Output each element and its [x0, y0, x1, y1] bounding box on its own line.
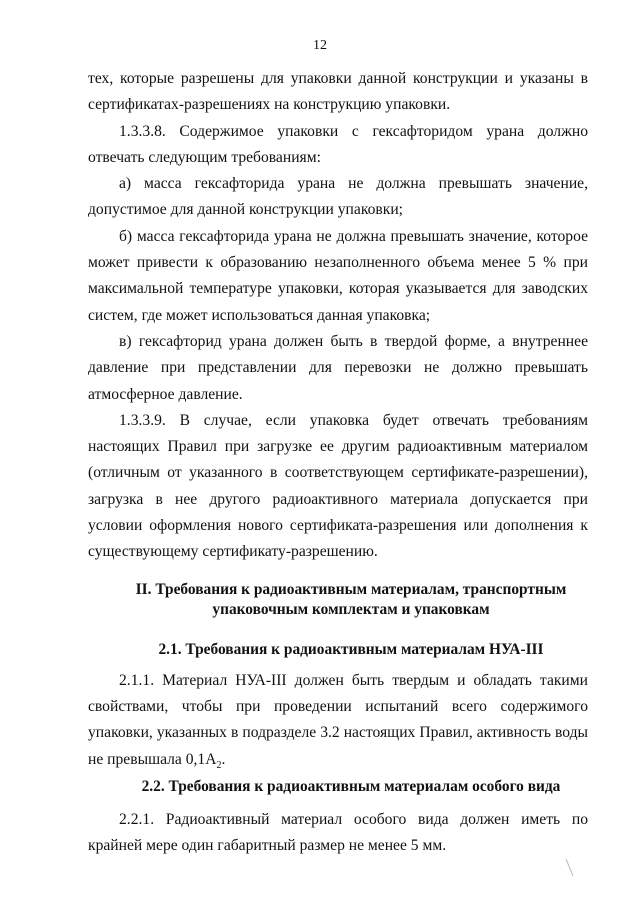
paragraph-2-1-1 [88, 668, 588, 773]
page-number: 12 [313, 38, 327, 53]
paragraph-2-1-1-end: . [221, 750, 226, 768]
document-body [88, 66, 588, 859]
paragraph-1-3-3-8: 1.3.3.8. Содержимое упаковки с гексафторидом урана должно отвечать следующим требованиям: [88, 122, 588, 166]
section-heading-ii [88, 580, 588, 620]
paragraph-2-2-1: 2.2.1. Радиоактивный материал особого вида должен иметь по крайней мере один габаритный размер не менее 5 мм. [88, 810, 588, 855]
list-item-b: б) масса гексафторида урана не должна превышать значение, которое может привести к образованию незаполненного объема менее 5 % при максимальной температуре упаковки, которая указывается для заводских систем, где может использоваться данная упаковка; [88, 227, 588, 324]
subscript-2: 2 [216, 759, 222, 771]
scan-mark [565, 858, 575, 878]
subsection-heading-2-1: 2.1. Требования к радиоактивным материалам НУА-III [158, 640, 544, 658]
section-heading-line-2: упаковочным комплектам и упаковкам [212, 600, 490, 618]
list-item-c: в) гексафторид урана должен быть в твердой форме, а внутреннее давление при представлении для перевозки не должно превышать атмосферное давление. [88, 332, 588, 403]
section-heading-line-1: II. Требования к радиоактивным материалам, транспортным [135, 580, 567, 598]
paragraph-continuation: тех, которые разрешены для упаковки данной конструкции и указаны в сертификатах-разрешениях на конструкцию упаковки. [88, 70, 588, 114]
list-item-a: а) масса гексафторида урана не должна превышать значение, допустимое для данной конструкции упаковки; [88, 175, 588, 219]
subsection-heading-2-2: 2.2. Требования к радиоактивным материалам особого вида [141, 777, 561, 795]
paragraph-1-3-3-9: 1.3.3.9. В случае, если упаковка будет отвечать требованиям настоящих Правил при загрузке ее другим радиоактивным материалом (отличным от указанного в соответствующем сертификате-разрешении), загрузка в нее другого радиоактивного материала допускается при условии оформления нового сертификата-разрешения или дополнения к существующему сертификату-разрешению. [88, 411, 588, 561]
paragraph-2-1-1-text: 2.1.1. Материал НУА-III должен быть твердым и обладать такими свойствами, чтобы при проведении испытаний всего содержимого упаковки, указанных в подразделе 3.2 настоящих Правил, активность воды не превышала 0,1A [88, 671, 588, 768]
